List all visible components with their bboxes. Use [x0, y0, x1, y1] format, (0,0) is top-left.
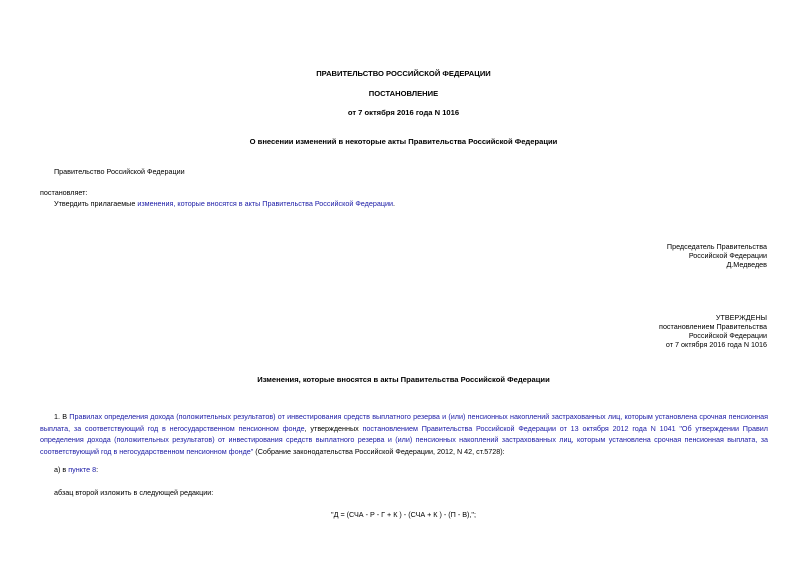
document-title: О внесении изменений в некоторые акты Правительства Российской Федерации — [249, 137, 558, 146]
preamble-decrees: постановляет: — [40, 188, 88, 197]
changes-title: Изменения, которые вносятся в акты Правительства Российской Федерации — [257, 375, 550, 384]
clause-8-link[interactable]: пункте 8 — [68, 465, 97, 474]
preamble-approve — [54, 199, 395, 208]
subitem-a-prefix: а) в — [54, 465, 69, 474]
document-date-number: от 7 октября 2016 года N 1016 — [347, 108, 460, 117]
subitem-a — [54, 465, 98, 474]
formula: "Д = (СЧА - Р - Г + К ) - (СЧА + К ) - (П - В),"; — [331, 510, 476, 519]
item-1-prefix: 1. В — [54, 412, 70, 421]
signature-block — [567, 242, 767, 269]
paragraph-note: абзац второй изложить в следующей редакции: — [54, 488, 214, 497]
approved-country: Российской Федерации — [688, 331, 767, 340]
signature-name: Д.Медведев — [726, 260, 767, 269]
signature-position: Председатель Правительства — [666, 242, 767, 251]
resolution-link[interactable]: постановлением Правительства Российской Федерации от 13 октября 2012 года N 1041 "Об утверждении Правил определения дохода (положительных результатов) от инвестирования средств выплатного резерва и (или) пенсионных накоплений застрахованных лиц, которым установлена срочная пенсионная выплата, за соответствующий год в негосударственном пенсионном фонде" — [40, 423, 768, 456]
subitem-a-suffix: : — [96, 465, 99, 474]
preamble-government: Правительство Российской Федерации — [54, 167, 185, 176]
item-1-mid: , утвержденных — [304, 423, 363, 433]
approve-suffix: . — [392, 199, 395, 208]
approved-block — [567, 313, 767, 349]
approved-date: от 7 октября 2016 года N 1016 — [665, 340, 767, 349]
signature-country: Российской Федерации — [688, 251, 767, 260]
approve-changes-link[interactable]: изменения, которые вносятся в акты Правительства Российской Федерации — [137, 199, 393, 208]
government-name: ПРАВИТЕЛЬСТВО РОССИЙСКОЙ ФЕДЕРАЦИИ — [316, 69, 491, 78]
approve-prefix: Утвердить прилагаемые — [54, 199, 138, 208]
rules-link[interactable]: Правилах определения дохода (положительных результатов) от инвестирования средств выплатного резерва и (или) пенсионных накоплений застрахованных лиц, которым установлена срочная пенсионная выплата, за соответствующий год в негосударственном пенсионном фонде — [40, 412, 768, 433]
item-1-suffix: (Собрание законодательства Российской Федерации, 2012, N 42, ст.5728): — [253, 446, 505, 456]
approved-by: постановлением Правительства — [659, 322, 767, 331]
document-type: ПОСТАНОВЛЕНИЕ — [368, 89, 439, 98]
approved-heading: УТВЕРЖДЕНЫ — [715, 313, 767, 322]
item-1-paragraph — [40, 411, 768, 457]
